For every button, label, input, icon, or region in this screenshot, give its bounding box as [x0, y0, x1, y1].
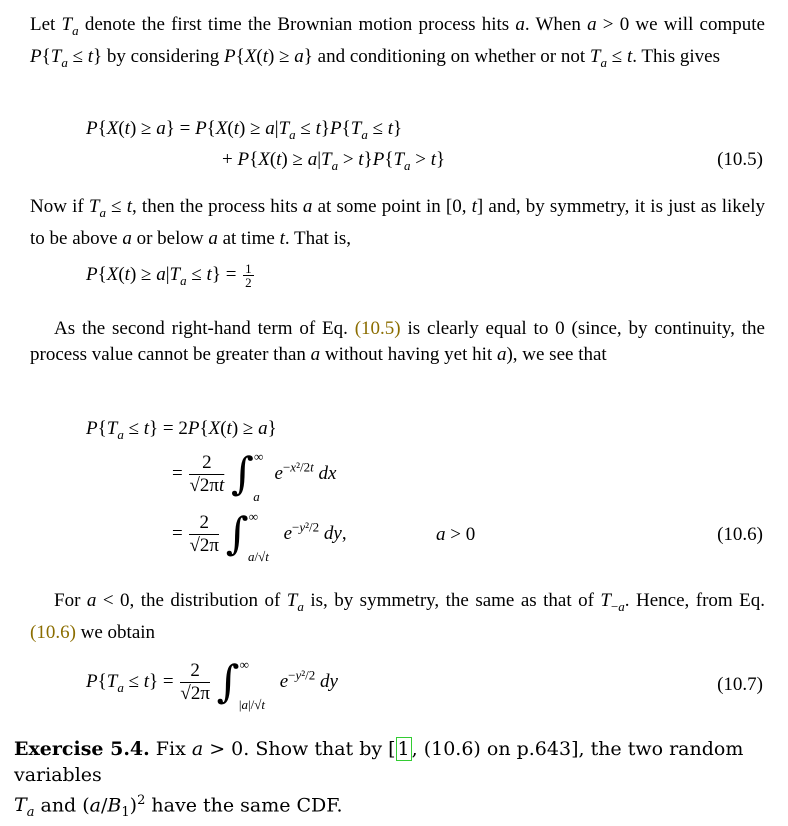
paragraph-negative-a: For a < 0, the distribution of $T_a$ is, by symmetry, the same as that of $T_{-a}$. Hence, from Eq. (10.6) we obtain	[30, 590, 766, 643]
equation-10-6-line2: = $\frac{2}{√2\pi t}$ $\int^\infty_a$ $e^{-x^2/2t}$ dx	[172, 448, 337, 504]
equation-10-6-line1: $P\{T_a \le t\} = 2P\{X(t) \ge a\}$	[86, 418, 277, 442]
equation-number-10-7: (10.7)	[717, 674, 763, 695]
equation-10-5-line2: + $P\{X(t) \ge a|T_a > t\}P\{T_a > t\}$	[222, 149, 446, 173]
paragraph-intro: Let $T_a$ denote the first time the Brownian motion process hits a. When a > 0 we will compute $P\{T_a \le t\}$ by considering P{X(t) ≥ a} and conditioning on whether or not $T_a \le t$. This gives	[30, 14, 765, 70]
equation-10-7: $P\{T_a \le t\}$ = $\frac{2}{√2\pi}$ $\int^\infty_{|a|/√t}$ $e^{-y^2/2}$ dy	[86, 656, 338, 712]
ref-eq-10-6[interactable]: (10.6)	[30, 621, 76, 643]
equation-10-5-line1: $P\{X(t) \ge a\} = P\{X(t) \ge a|T_a \le t\}P\{T_a \le t\}$	[86, 118, 403, 142]
paragraph-symmetry: Now if $T_a \le t$, then the process hits a at some point in [0, t] and, by symmetry, it is just as likely to be above a or below a at time t. That is,	[30, 196, 765, 249]
paragraph-continuity: As the second right-hand term of Eq. (10.5) is clearly equal to 0 (since, by continuity, the process value cannot be greater than a without having yet hit a), we see that	[30, 318, 765, 365]
ref-eq-10-5[interactable]: (10.5)	[354, 318, 401, 339]
equation-half: $P\{X(t) \ge a|T_a \le t\}$ = $\frac{1}{2}$	[86, 261, 252, 290]
equation-10-6-condition: a > 0	[436, 524, 476, 545]
equation-number-10-6: (10.6)	[717, 524, 763, 545]
exercise-label: Exercise 5.4.	[14, 738, 150, 760]
citation-link[interactable]: 1	[397, 738, 410, 760]
equation-number-10-5: (10.5)	[717, 149, 763, 170]
equation-10-6-line3: = $\frac{2}{√2\pi}$ $\int^\infty_{a/√t}$ $e^{-y^2/2}$ dy,	[172, 508, 347, 564]
exercise-5-4: Exercise 5.4. Fix a > 0. Show that by [ 1 , (10.6) on p.643], the two random variables $T_a$ and $(a/B_1)^2$ have the same CDF.	[14, 738, 744, 821]
